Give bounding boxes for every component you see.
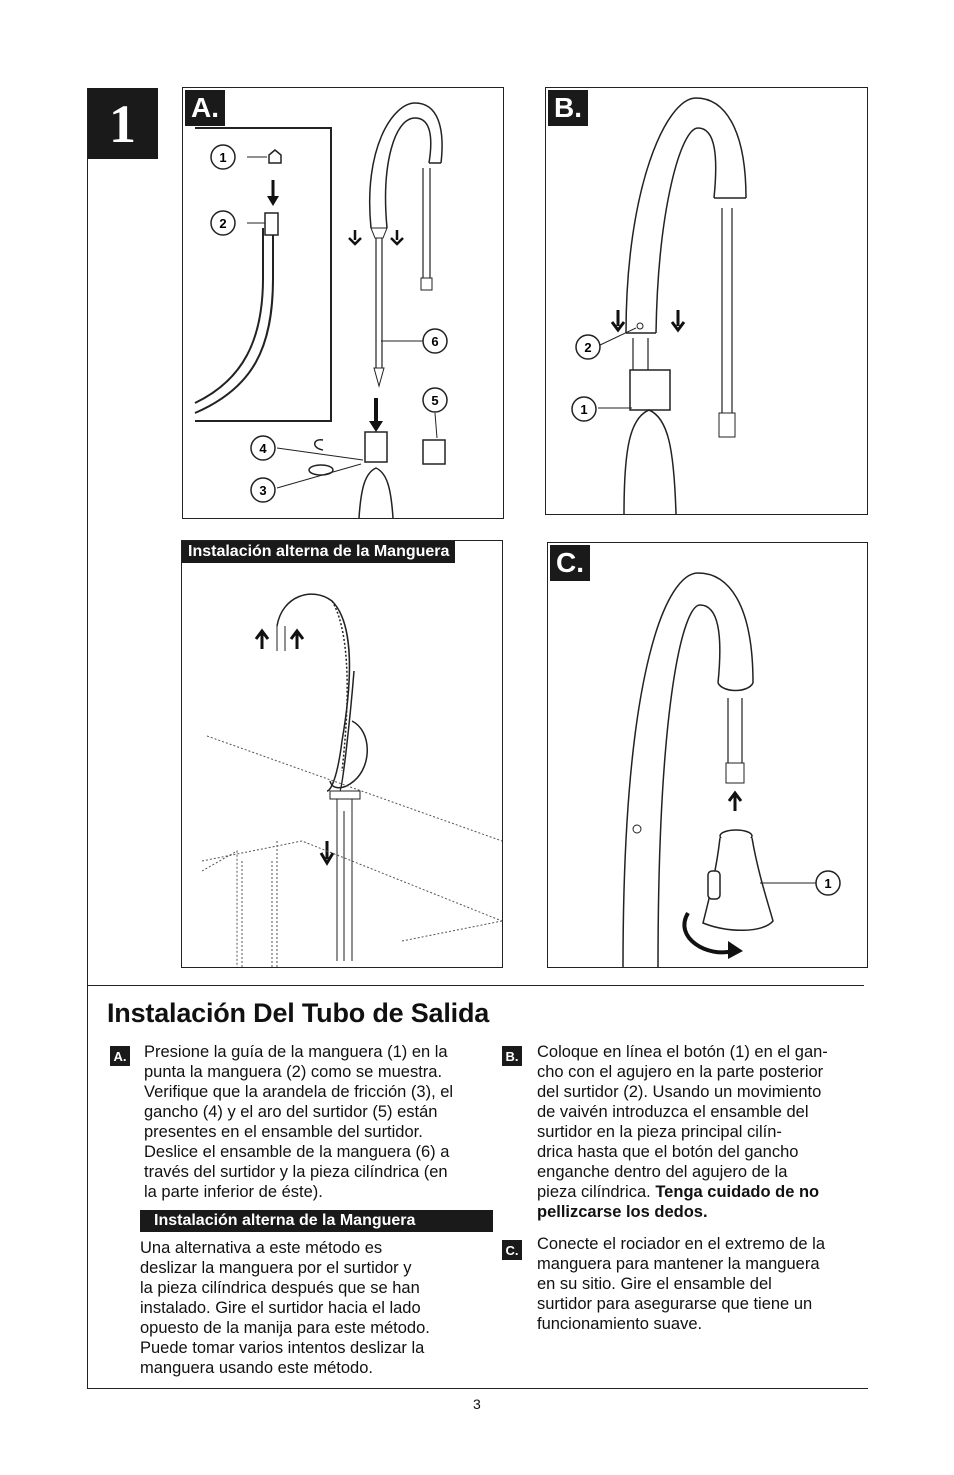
panel-alternate-label: Instalación alterna de la Manguera [182, 541, 455, 563]
panel-a [182, 87, 504, 519]
panel-a-callout-1 [211, 145, 235, 169]
svg-text:4: 4 [259, 441, 267, 456]
panel-c-illustration [548, 543, 867, 967]
svg-text:1: 1 [219, 150, 227, 165]
bottom-rule [87, 1388, 868, 1389]
svg-text:1: 1 [824, 876, 832, 891]
panel-a-callout-3 [251, 478, 275, 502]
svg-text:5: 5 [431, 393, 439, 408]
panel-b-illustration [546, 88, 867, 514]
panel-a-callout-2 [211, 211, 235, 235]
panel-a-callout-5 [423, 388, 447, 412]
panel-b-label: B. [548, 90, 588, 126]
step-b-badge: B. [502, 1046, 522, 1066]
step-b-last-line: pieza cilíndrica. [537, 1183, 651, 1201]
panel-a-callout-4 [251, 436, 275, 460]
step-a-text: Presione la guía de la manguera (1) en la punta la manguera (2) como se muestra. Verifique que la arandela de fricción (3), el gancho (4) y el aro del surtidor (5) están presentes en el ensamble del surtidor. Deslice el ensamble de la manguera (6) a través del surtidor y la pieza cilíndrica (en la parte inferior de éste). [144, 1043, 454, 1201]
svg-text:1: 1 [580, 402, 588, 417]
panel-a-label: A. [185, 90, 225, 126]
step-b-warning-line-1: Tenga cuidado de no [655, 1183, 820, 1201]
step-b-text: Coloque en línea el botón (1) en el gan- cho con el agujero en la parte posterior del surtidor (2). Usando un movimiento de vaivén introduzca el ensamble del surtidor en la pieza principal cilín- drica hasta que el botón del gancho enganche dentro del agujero de la pieza cilíndrica. Tenga cuidado de no pellizcarse los dedos. [537, 1043, 828, 1221]
panel-alternate-illustration [182, 541, 502, 967]
panel-b-callout-1 [572, 397, 596, 421]
step-a-badge: A. [110, 1046, 130, 1066]
svg-text:2: 2 [584, 340, 592, 355]
panel-alternate [181, 540, 503, 968]
page-number: 3 [473, 1396, 481, 1412]
step-b-warning-line-2: pellizcarse los dedos. [537, 1203, 708, 1221]
svg-text:6: 6 [431, 334, 439, 349]
panel-a-illustration [183, 88, 503, 518]
step-c-badge: C. [502, 1240, 522, 1260]
panel-a-callout-6 [423, 329, 447, 353]
svg-text:2: 2 [219, 216, 227, 231]
panel-b-callout-2 [576, 335, 600, 359]
section-top-rule [87, 985, 864, 986]
alternate-text: Una alternativa a este método es deslizar la manguera por el surtidor y la pieza cilíndrica después que se han instalado. Gire el surtidor hacia el lado opuesto de la manija para este método. Puede tomar varios intentos deslizar la manguera usando este método. [140, 1239, 430, 1377]
left-rule [87, 88, 88, 1388]
section-title: Instalación Del Tubo de Salida [107, 998, 490, 1028]
panel-c-label: C. [550, 545, 590, 581]
panel-c-callout-1 [816, 871, 840, 895]
alternate-heading: Instalación alterna de la Manguera [140, 1210, 493, 1232]
svg-text:3: 3 [259, 483, 267, 498]
panel-b [545, 87, 868, 515]
step-c-text: Conecte el rociador en el extremo de la manguera para mantener la manguera en su sitio. Gire el ensamble del surtidor para asegurarse que tiene un funcionamiento suave. [537, 1235, 825, 1333]
panel-c [547, 542, 868, 968]
step-number-badge: 1 [87, 88, 158, 159]
